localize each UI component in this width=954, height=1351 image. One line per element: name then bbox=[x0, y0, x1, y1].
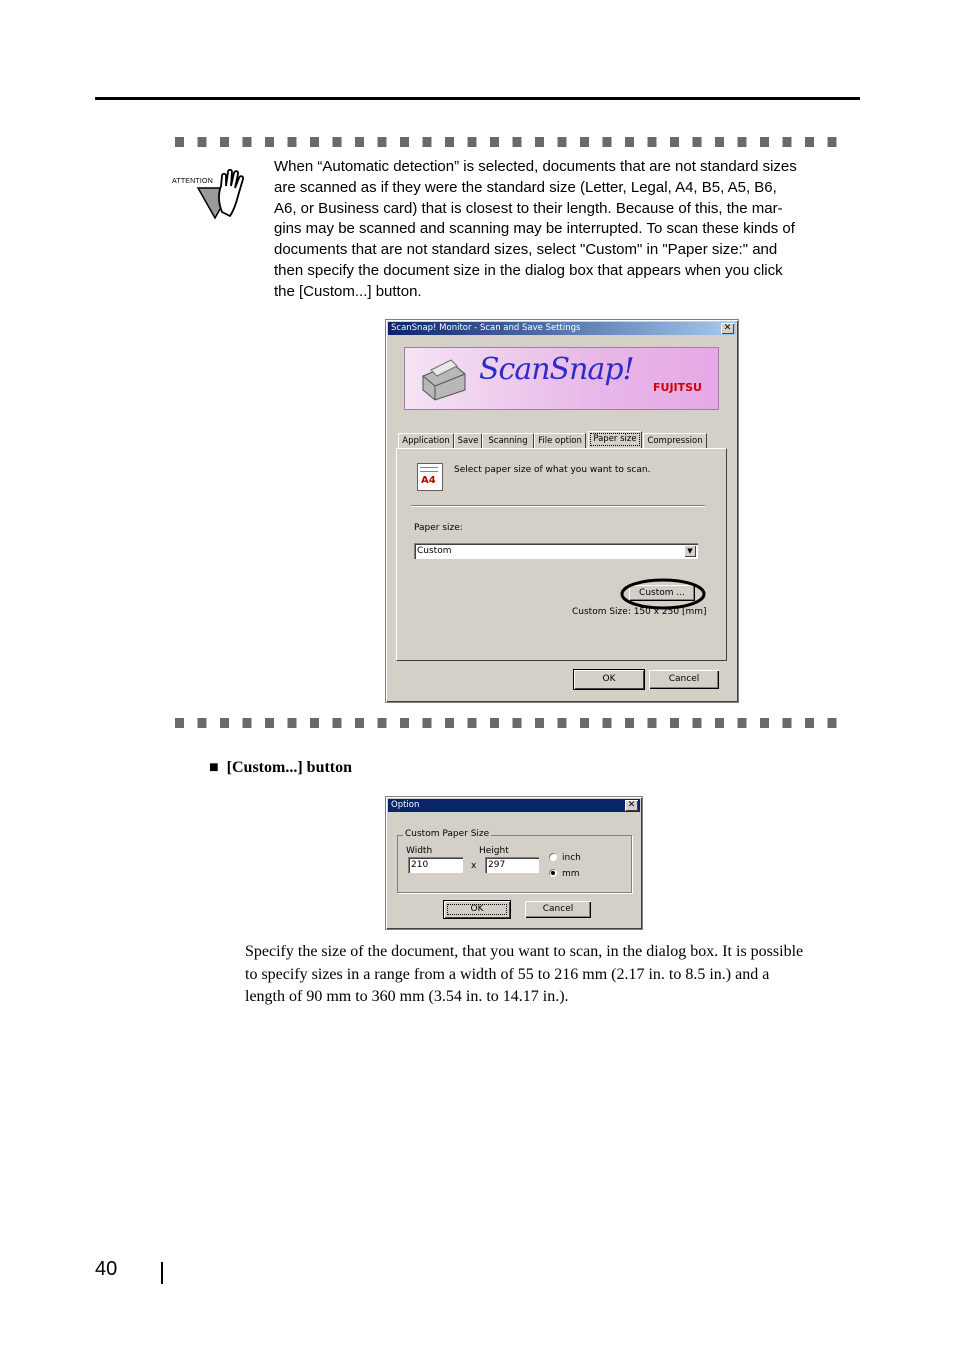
option-cancel-button[interactable]: Cancel bbox=[525, 901, 591, 918]
a4-label: A4 bbox=[421, 475, 436, 486]
option-dialog bbox=[385, 796, 643, 930]
dialog-title: ScanSnap! Monitor - Scan and Save Settings bbox=[391, 323, 581, 333]
scanner-icon bbox=[417, 356, 469, 402]
chevron-down-icon[interactable]: ▼ bbox=[684, 545, 696, 557]
page-number-bar bbox=[161, 1262, 163, 1284]
width-input[interactable]: 210 bbox=[408, 857, 463, 873]
inch-radio[interactable] bbox=[549, 853, 557, 861]
attention-line: When “Automatic detection” is selected, documents that are not standard sizes bbox=[274, 158, 797, 175]
group-label: Custom Paper Size bbox=[405, 829, 490, 839]
body-line: Specify the size of the document, that you want to scan, in the dialog box. It is possible bbox=[245, 943, 804, 960]
close-icon[interactable]: ✕ bbox=[721, 323, 734, 334]
times-sign: x bbox=[471, 861, 477, 871]
attention-bottom-divider bbox=[175, 718, 850, 728]
tab-compression[interactable]: Compression bbox=[643, 433, 707, 448]
option-ok-button[interactable]: OK bbox=[444, 901, 510, 918]
attention-line: then specify the document size in the dialog box that appears when you click bbox=[274, 261, 783, 279]
highlight-ellipse bbox=[619, 577, 707, 611]
option-title: Option bbox=[391, 800, 420, 810]
square-bullet-icon: ■ bbox=[209, 759, 219, 776]
attention-line: are scanned as if they were the standard size (Letter, Legal, A4, B5, A5, B6, bbox=[274, 178, 777, 196]
tab-scanning[interactable]: Scanning bbox=[482, 433, 534, 448]
attention-icon-label: ATTENTION bbox=[172, 178, 213, 185]
option-titlebar bbox=[388, 799, 640, 812]
paper-size-select[interactable] bbox=[414, 543, 698, 559]
instruction-text: Select paper size of what you want to scan. bbox=[454, 465, 651, 475]
tab-file-option[interactable]: File option bbox=[534, 433, 586, 448]
inch-label: inch bbox=[562, 853, 581, 863]
paper-size-panel bbox=[396, 448, 727, 661]
ok-button[interactable]: OK bbox=[574, 670, 644, 689]
attention-text bbox=[274, 157, 844, 303]
body-line: length of 90 mm to 360 mm (3.54 in. to 14.17 in.). bbox=[245, 988, 569, 1006]
hand-warning-icon bbox=[196, 168, 252, 222]
page-number: 40 bbox=[95, 1258, 118, 1280]
attention-top-divider bbox=[175, 137, 850, 147]
custom-button[interactable]: Custom ... bbox=[629, 585, 695, 601]
separator bbox=[411, 505, 705, 507]
cancel-button[interactable]: Cancel bbox=[649, 670, 719, 689]
paper-size-label: Paper size: bbox=[414, 523, 463, 533]
attention-line: documents that are not standard sizes, select "Custom" in "Paper size:" and bbox=[274, 241, 778, 259]
a4-paper-icon bbox=[417, 463, 443, 491]
attention-line: the [Custom...] button. bbox=[274, 282, 422, 300]
section-heading bbox=[209, 759, 352, 777]
mm-radio[interactable] bbox=[549, 869, 557, 877]
section-heading-text: [Custom...] button bbox=[226, 759, 353, 776]
tab-application[interactable]: Application bbox=[398, 433, 454, 448]
attention-line: A6, or Business card) that is closest to their length. Because of this, the mar- bbox=[274, 199, 783, 217]
paper-size-value: Custom bbox=[417, 546, 452, 556]
body-paragraph bbox=[245, 941, 860, 1009]
height-input[interactable]: 297 bbox=[485, 857, 539, 873]
mm-label: mm bbox=[562, 869, 580, 879]
close-icon[interactable]: ✕ bbox=[625, 800, 638, 811]
top-rule bbox=[95, 97, 860, 100]
scansnap-banner bbox=[404, 347, 719, 410]
body-line: to specify sizes in a range from a width of 55 to 216 mm (2.17 in. to 8.5 in.) and a bbox=[245, 965, 770, 983]
dialog-titlebar bbox=[388, 322, 736, 335]
tab-strip bbox=[398, 433, 728, 449]
fujitsu-logo: FUJITSU bbox=[653, 381, 702, 394]
scan-settings-dialog bbox=[385, 319, 739, 703]
tab-paper-size[interactable]: Paper size bbox=[588, 431, 642, 448]
scansnap-logo: ScanSnap! bbox=[479, 352, 634, 387]
tab-save[interactable]: Save bbox=[454, 433, 482, 448]
width-label: Width bbox=[406, 846, 433, 856]
attention-line: gins may be scanned and scanning may be interrupted. To scan these kinds of bbox=[274, 220, 795, 238]
custom-size-text: Custom Size: 150 x 250 [mm] bbox=[572, 607, 707, 617]
height-label: Height bbox=[479, 846, 509, 856]
attention-icon bbox=[172, 168, 252, 222]
